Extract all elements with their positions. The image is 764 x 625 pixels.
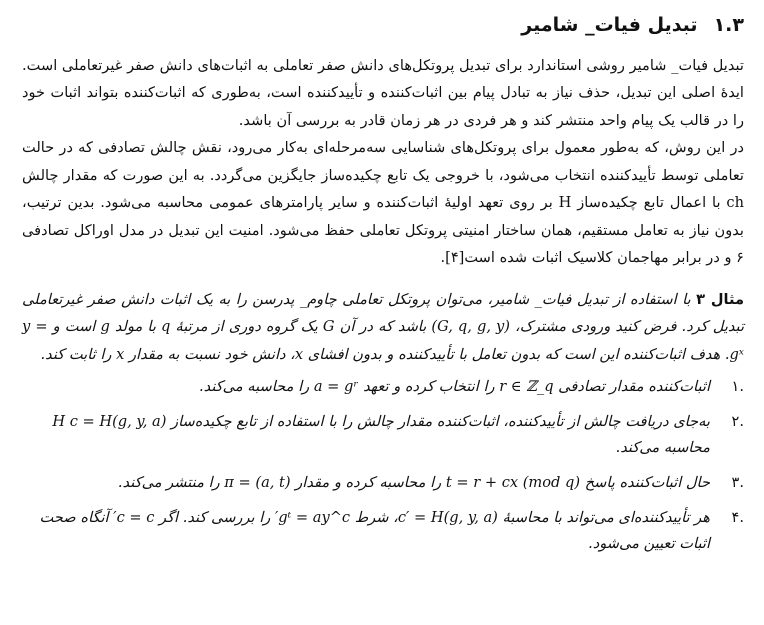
section-number: ۱.۳ [713, 14, 744, 36]
paragraph-intro: تبدیل فیات_ شامیر روشی استاندارد برای تبدیل پروتکل‌های دانش صفر تعاملی به اثبات‌های دانش صفر غیرتعاملی است. ایدهٔ اصلی این تبدیل، حذف نیاز به تبادل پیام بین اثبات‌کننده و تأییدکننده است، به‌طوری که اثبات‌کننده بتواند اثبات خود را در قالب یک پیام واحد منتشر کند و هر فردی در هر زمان قادر به بررسی آن باشد. [22, 56, 744, 129]
list-item [22, 374, 744, 400]
step-number: .۱ [731, 378, 744, 395]
step-text: اثبات‌کننده مقدار تصادفی r ∈ ℤ_q را انتخاب کرده و تعهد a = gʳ را محاسبه می‌کند. [199, 378, 710, 395]
list-item [22, 505, 744, 557]
example-text: با استفاده از تبدیل فیات_ شامیر، می‌توان پروتکل تعاملی چاوم_ پدرسن را به یک اثبات دانش صفر غیرتعاملی تبدیل کرد. فرض کنید ورودی مشترک، (G, q, g, y) باشد که در آن G یک گروه دوری از مرتبهٔ q با مولد g است و y = gˣ. هدف اثبات‌کننده این است که بدون تعامل با تأییدکننده و بدون افشای x، دانش خود نسبت به مقدار x را ثابت کند. [22, 290, 745, 363]
step-number: .۳ [731, 474, 744, 491]
example-label: مثال ۳ [696, 290, 745, 308]
example-block [22, 286, 744, 369]
step-text: حال اثبات‌کننده پاسخ t = r + cx (mod q) را محاسبه کرده و مقدار π = (a, t) را منتشر می‌کند. [117, 474, 710, 491]
list-item [22, 470, 744, 496]
steps-list [22, 374, 744, 557]
list-item [22, 409, 744, 461]
step-text: به‌جای دریافت چالش از تأییدکننده، اثبات‌کننده مقدار چالش را با استفاده از تابع چکیده‌ساز H c = H(g, y, a) محاسبه می‌کند. [52, 413, 710, 456]
step-number: .۲ [731, 413, 744, 430]
section-heading [22, 12, 744, 40]
paragraph-method: در این روش، که به‌طور معمول برای پروتکل‌های شناسایی سه‌مرحله‌ای به‌کار می‌رود، نقش چالش تصادفی که در حالت تعاملی توسط تأییدکننده انتخاب می‌شود، با خروجی یک تابع چکیده‌ساز جایگزین می‌گردد. به این صورت که مقدار چالش ch با اعمال تابع چکیده‌ساز H بر روی تعهد اولیهٔ اثبات‌کننده و سایر پارامترهای عمومی محاسبه می‌شود. بدین ترتیب، بدون نیاز به تعامل مستقیم، همان ساختار امنیتی پروتکل تعاملی حفظ می‌شود. امنیت این تبدیل در مدل اوراکل تصادفی ۶ و در برابر مهاجمان کلاسیک اثبات شده است[۴]. [22, 139, 744, 266]
step-text: هر تأییدکننده‌ای می‌تواند با محاسبهٔ c′ = H(g, y, a)، شرط gᵗ = ay^c′ را بررسی کند. اگر c = c′ آنگاه صحت اثبات تعیین می‌شود. [39, 509, 710, 552]
step-number: .۴ [731, 509, 744, 526]
section-title: تبدیل فیات_ شامیر [521, 14, 698, 36]
